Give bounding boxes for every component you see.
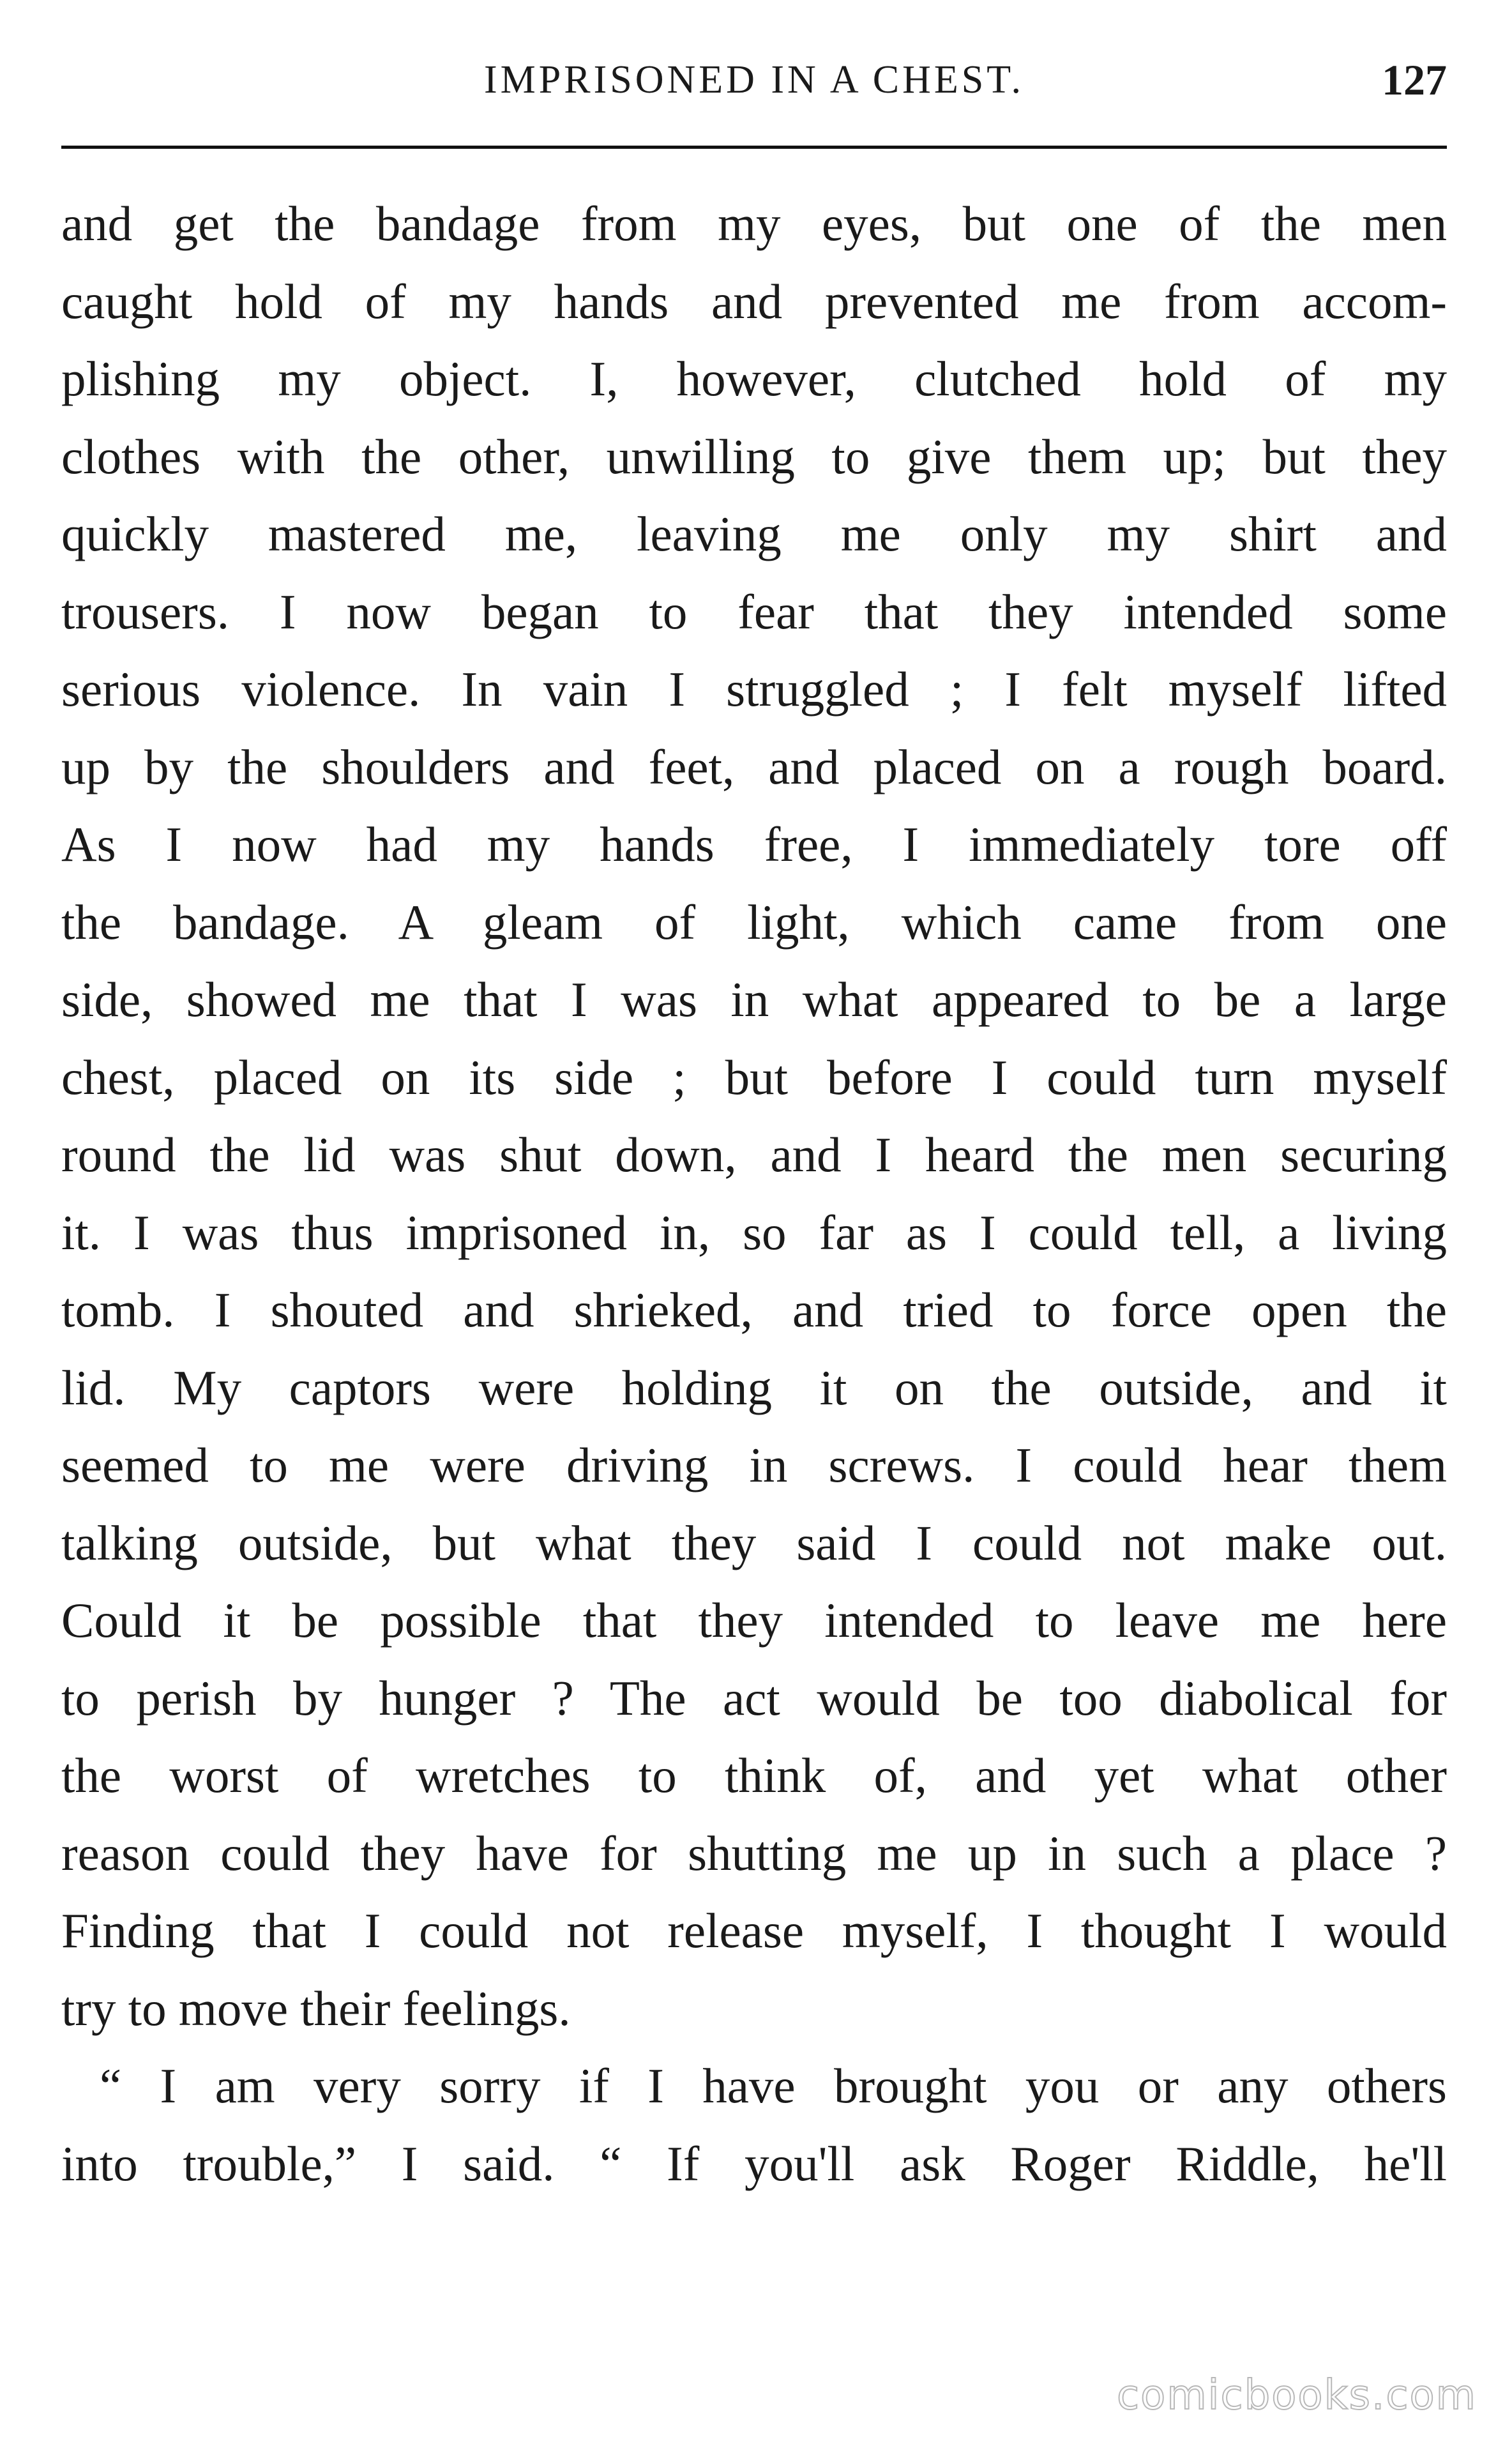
text-line: the worst of wretches to think of, and yet what other bbox=[61, 1748, 1447, 1803]
text-line: up by the shoulders and feet, and placed on a rough board. bbox=[61, 739, 1447, 794]
text-line: serious violence. In vain I struggled ; I felt myself lifted bbox=[61, 662, 1447, 717]
watermark-logo: comicbooks.com bbox=[1116, 2372, 1477, 2419]
text-line: reason could they have for shutting me up in such a place ? bbox=[61, 1825, 1447, 1881]
text-line: As I now had my hands free, I immediately tore off bbox=[61, 817, 1447, 872]
text-line: trousers. I now began to fear that they intended some bbox=[61, 584, 1447, 639]
page-number: 127 bbox=[1382, 56, 1447, 104]
text-line: clothes with the other, unwilling to give them up; but they bbox=[61, 429, 1447, 484]
text-line: lid. My captors were holding it on the outside, and it bbox=[61, 1360, 1447, 1415]
text-line: Could it be possible that they intended to leave me here bbox=[61, 1593, 1447, 1648]
page-header bbox=[61, 51, 1447, 109]
text-line: caught hold of my hands and prevented me from accom- bbox=[61, 273, 1447, 329]
header-rule bbox=[61, 146, 1447, 149]
text-line: plishing my object. I, however, clutched hold of my bbox=[61, 351, 1447, 406]
text-line: chest, placed on its side ; but before I could turn myself bbox=[61, 1049, 1447, 1105]
text-line: round the lid was shut down, and I heard the men securing bbox=[61, 1127, 1447, 1182]
text-line: to perish by hunger ? The act would be too diabolical for bbox=[61, 1670, 1447, 1726]
text-line: into trouble,” I said. “ If you'll ask Roger Riddle, he'll bbox=[61, 2136, 1447, 2191]
text-line: side, showed me that I was in what appeared to be a large bbox=[61, 972, 1447, 1027]
text-line: tomb. I shouted and shrieked, and tried to force open the bbox=[61, 1282, 1447, 1337]
text-line: try to move their feelings. bbox=[61, 1980, 571, 2036]
text-line: talking outside, but what they said I could not make out. bbox=[61, 1515, 1447, 1570]
text-line: “ I am very sorry if I have brought you or any others bbox=[100, 2058, 1447, 2113]
text-line: the bandage. A gleam of light, which came from one bbox=[61, 894, 1447, 950]
text-line: it. I was thus imprisoned in, so far as I could tell, a living bbox=[61, 1204, 1447, 1260]
body-text bbox=[61, 185, 1447, 2203]
text-line: and get the bandage from my eyes, but one of the men bbox=[61, 196, 1447, 251]
text-line: seemed to me were driving in screws. I could hear them bbox=[61, 1438, 1447, 1492]
text-line: Finding that I could not release myself, I thought I would bbox=[61, 1903, 1447, 1958]
text-line: quickly mastered me, leaving me only my shirt and bbox=[61, 506, 1447, 561]
running-head: IMPRISONED IN A CHEST. bbox=[483, 58, 1025, 102]
